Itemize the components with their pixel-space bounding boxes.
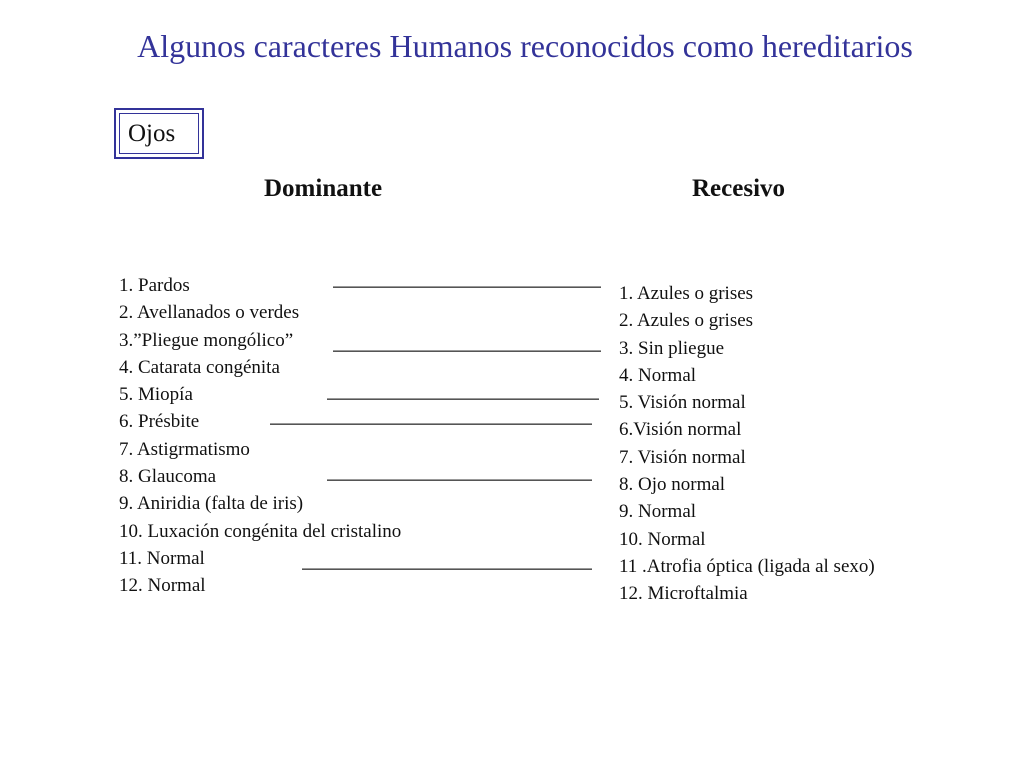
category-label: Ojos (119, 113, 199, 154)
category-box (114, 108, 204, 159)
recessive-item: 5. Visión normal (619, 392, 746, 414)
dominant-list (119, 272, 401, 600)
recessive-item: 8. Ojo normal (619, 474, 726, 496)
connector-line (327, 479, 592, 481)
dominant-item: 4. Catarata congénita (119, 356, 280, 378)
recessive-item: 4. Normal (619, 364, 697, 386)
recessive-item: 2. Azules o grises (619, 310, 754, 332)
dominant-item: 8. Glaucoma (119, 466, 217, 488)
page-title: Algunos caracteres Humanos reconocidos como hereditarios (137, 28, 913, 64)
recessive-item: 11 .Atrofia óptica (ligada al sexo) (619, 555, 875, 577)
connector-line (270, 423, 592, 425)
dominant-item: 9. Aniridia (falta de iris) (119, 493, 304, 515)
dominant-item: 5. Miopía (119, 384, 193, 406)
dominant-item: 7. Astigrmatismo (119, 438, 250, 460)
recessive-item: 3. Sin pliegue (619, 337, 725, 359)
dominant-item: 6. Présbite (119, 411, 200, 433)
connector-line (333, 350, 601, 352)
dominant-heading: Dominante (264, 175, 383, 202)
recessive-item: 9. Normal (619, 501, 697, 523)
dominant-item: 3.”Pliegue mongólico” (119, 329, 294, 351)
connector-line (333, 286, 601, 288)
recessive-item: 7. Visión normal (619, 446, 746, 468)
dominant-item: 10. Luxación congénita del cristalino (119, 520, 402, 542)
recessive-list (619, 280, 875, 608)
dominant-item: 11. Normal (119, 547, 205, 569)
recessive-item: 10. Normal (619, 528, 706, 550)
dominant-item: 12. Normal (119, 575, 206, 597)
recessive-item: 6.Visión normal (619, 419, 742, 441)
recessive-item: 1. Azules o grises (619, 283, 754, 304)
connector-line (327, 398, 599, 400)
recessive-item: 12. Microftalmia (619, 583, 748, 605)
dominant-item: 1. Pardos (119, 275, 190, 296)
dominant-item: 2. Avellanados o verdes (119, 302, 300, 324)
connector-line (302, 568, 592, 570)
recessive-heading: Recesivo (692, 175, 786, 202)
